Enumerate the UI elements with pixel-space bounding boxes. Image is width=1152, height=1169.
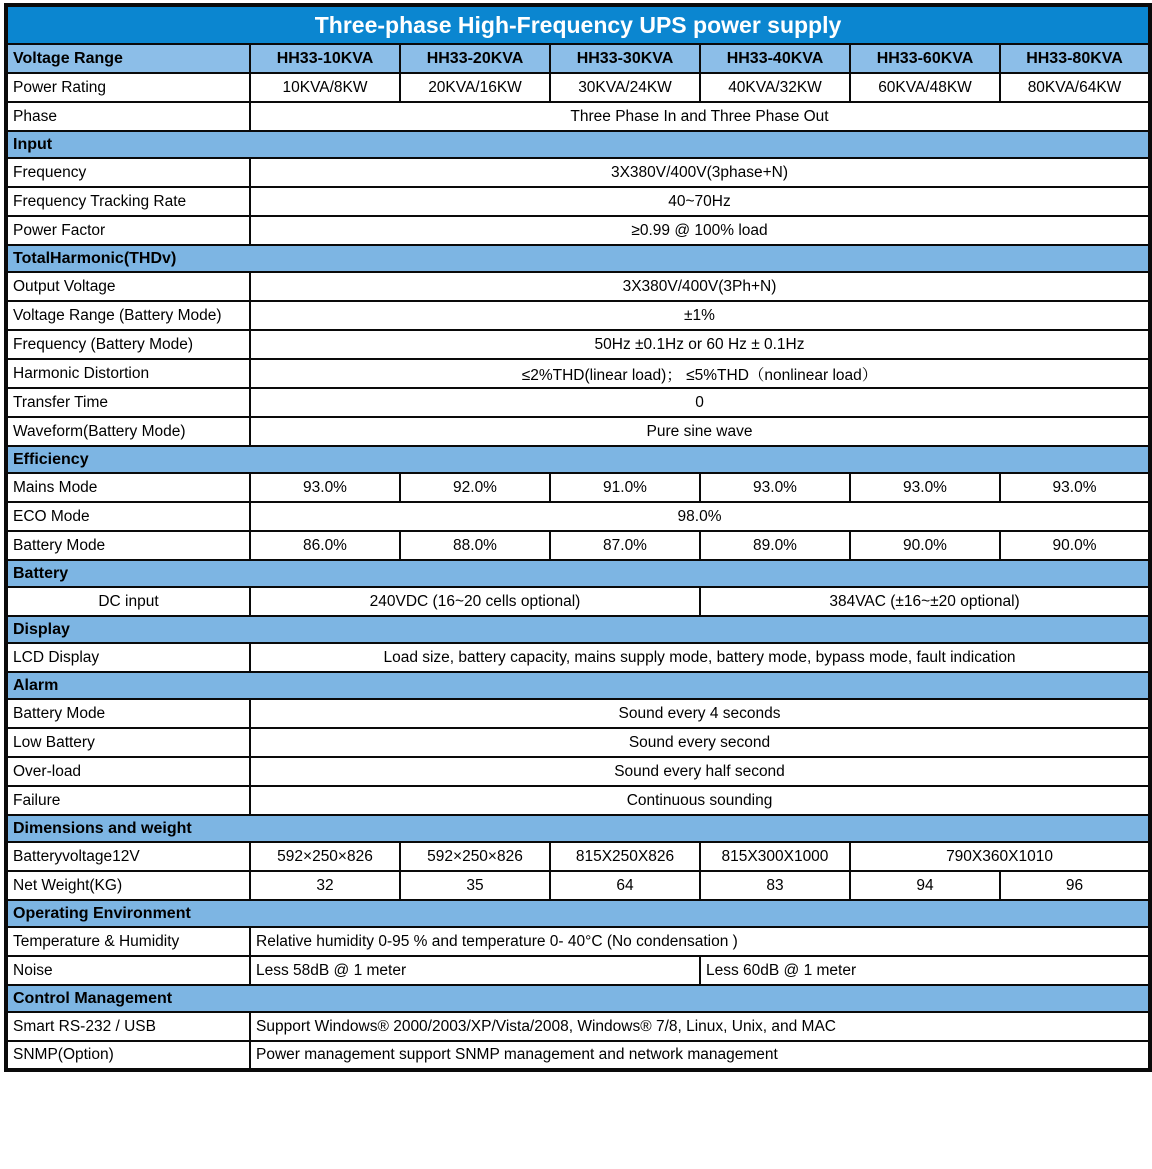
- section-header-row: [6, 672, 1150, 699]
- row-label: Smart RS-232 / USB: [6, 1012, 250, 1041]
- table-row: [6, 927, 1150, 956]
- table-row: [6, 956, 1150, 985]
- row-value: 98.0%: [250, 502, 1150, 531]
- table-row: [6, 757, 1150, 786]
- row-value: 90.0%: [1000, 531, 1150, 560]
- table-row: [6, 728, 1150, 757]
- row-label: Temperature & Humidity: [6, 927, 250, 956]
- row-label: LCD Display: [6, 643, 250, 672]
- row-value: 592×250×826: [400, 842, 550, 871]
- row-value: Sound every half second: [250, 757, 1150, 786]
- section-header-row: [6, 900, 1150, 927]
- row-value: 86.0%: [250, 531, 400, 560]
- section-title: Control Management: [6, 985, 1150, 1012]
- row-value: 50Hz ±0.1Hz or 60 Hz ± 0.1Hz: [250, 330, 1150, 359]
- row-label: Output Voltage: [6, 272, 250, 301]
- row-value: 790X360X1010: [850, 842, 1150, 871]
- section-title: Input: [6, 131, 1150, 158]
- table-row: [6, 216, 1150, 245]
- table-row: [6, 1041, 1150, 1070]
- row-label: Over-load: [6, 757, 250, 786]
- row-value: 60KVA/48KW: [850, 73, 1000, 102]
- table-row: [6, 842, 1150, 871]
- section-header-row: [6, 560, 1150, 587]
- row-value: 93.0%: [1000, 473, 1150, 502]
- section-header-row: [6, 616, 1150, 643]
- row-value: 90.0%: [850, 531, 1000, 560]
- row-value: 32: [250, 871, 400, 900]
- row-value: 240VDC (16~20 cells optional): [250, 587, 700, 616]
- row-value: 3X380V/400V(3Ph+N): [250, 272, 1150, 301]
- row-value: 592×250×826: [250, 842, 400, 871]
- section-header-row: [6, 245, 1150, 272]
- row-label: Frequency (Battery Mode): [6, 330, 250, 359]
- row-value: Less 58dB @ 1 meter: [250, 956, 700, 985]
- column-header-label: Voltage Range: [6, 44, 250, 73]
- table-row: [6, 587, 1150, 616]
- table-row: [6, 871, 1150, 900]
- column-header: HH33-20KVA: [400, 44, 550, 73]
- row-value: 96: [1000, 871, 1150, 900]
- table-row: [6, 73, 1150, 102]
- row-value: Three Phase In and Three Phase Out: [250, 102, 1150, 131]
- column-header: HH33-60KVA: [850, 44, 1000, 73]
- row-label: Waveform(Battery Mode): [6, 417, 250, 446]
- spec-table: [4, 3, 1152, 1072]
- row-label: Failure: [6, 786, 250, 815]
- row-value: 384VAC (±16~±20 optional): [700, 587, 1150, 616]
- row-label: Noise: [6, 956, 250, 985]
- row-value: 40~70Hz: [250, 187, 1150, 216]
- table-row: [6, 272, 1150, 301]
- row-label: Batteryvoltage12V: [6, 842, 250, 871]
- column-header: HH33-30KVA: [550, 44, 700, 73]
- row-label: Phase: [6, 102, 250, 131]
- row-value: 40KVA/32KW: [700, 73, 850, 102]
- table-row: [6, 699, 1150, 728]
- row-value: 93.0%: [850, 473, 1000, 502]
- row-value: 93.0%: [250, 473, 400, 502]
- spec-table-body: [6, 73, 1150, 1070]
- row-value: 87.0%: [550, 531, 700, 560]
- row-label: Battery Mode: [6, 699, 250, 728]
- row-value: Sound every 4 seconds: [250, 699, 1150, 728]
- table-row: [6, 1012, 1150, 1041]
- row-label: Voltage Range (Battery Mode): [6, 301, 250, 330]
- row-value: 35: [400, 871, 550, 900]
- row-value: 92.0%: [400, 473, 550, 502]
- row-label: SNMP(Option): [6, 1041, 250, 1070]
- row-label: Power Factor: [6, 216, 250, 245]
- section-title: Display: [6, 616, 1150, 643]
- section-header-row: [6, 446, 1150, 473]
- table-row: [6, 187, 1150, 216]
- row-label: Harmonic Distortion: [6, 359, 250, 388]
- section-title: Operating Environment: [6, 900, 1150, 927]
- section-title: Efficiency: [6, 446, 1150, 473]
- row-label: Mains Mode: [6, 473, 250, 502]
- section-title: TotalHarmonic(THDv): [6, 245, 1150, 272]
- section-header-row: [6, 815, 1150, 842]
- section-title: Dimensions and weight: [6, 815, 1150, 842]
- row-value: 815X250X826: [550, 842, 700, 871]
- title-row: [6, 5, 1150, 44]
- row-value: Less 60dB @ 1 meter: [700, 956, 1150, 985]
- section-header-row: [6, 985, 1150, 1012]
- column-header: HH33-40KVA: [700, 44, 850, 73]
- column-header: HH33-10KVA: [250, 44, 400, 73]
- row-value: 10KVA/8KW: [250, 73, 400, 102]
- table-row: [6, 473, 1150, 502]
- row-label: Net Weight(KG): [6, 871, 250, 900]
- table-row: [6, 102, 1150, 131]
- row-value: 20KVA/16KW: [400, 73, 550, 102]
- row-value: 3X380V/400V(3phase+N): [250, 158, 1150, 187]
- section-title: Alarm: [6, 672, 1150, 699]
- row-label: Transfer Time: [6, 388, 250, 417]
- column-header: HH33-80KVA: [1000, 44, 1150, 73]
- table-row: [6, 301, 1150, 330]
- row-value: 93.0%: [700, 473, 850, 502]
- row-value: 80KVA/64KW: [1000, 73, 1150, 102]
- table-row: [6, 388, 1150, 417]
- page-title: Three-phase High-Frequency UPS power supply: [6, 5, 1150, 44]
- row-value: ±1%: [250, 301, 1150, 330]
- row-value: 30KVA/24KW: [550, 73, 700, 102]
- table-row: [6, 502, 1150, 531]
- section-title: Battery: [6, 560, 1150, 587]
- row-label: Battery Mode: [6, 531, 250, 560]
- row-value: 94: [850, 871, 1000, 900]
- row-label: Low Battery: [6, 728, 250, 757]
- row-value: 89.0%: [700, 531, 850, 560]
- row-value: Load size, battery capacity, mains supply mode, battery mode, bypass mode, fault indication: [250, 643, 1150, 672]
- row-value: 64: [550, 871, 700, 900]
- row-value: Continuous sounding: [250, 786, 1150, 815]
- table-row: [6, 330, 1150, 359]
- row-value: Relative humidity 0-95 % and temperature 0- 40°C (No condensation ): [250, 927, 1150, 956]
- row-value: 815X300X1000: [700, 842, 850, 871]
- row-value: 0: [250, 388, 1150, 417]
- column-header-row: [6, 44, 1150, 73]
- row-value: 83: [700, 871, 850, 900]
- row-label: DC input: [6, 587, 250, 616]
- row-value: ≥0.99 @ 100% load: [250, 216, 1150, 245]
- table-row: [6, 158, 1150, 187]
- row-value: Sound every second: [250, 728, 1150, 757]
- row-value: 91.0%: [550, 473, 700, 502]
- row-value: ≤2%THD(linear load)； ≤5%THD（nonlinear load）: [250, 359, 1150, 388]
- row-label: Frequency Tracking Rate: [6, 187, 250, 216]
- row-label: Frequency: [6, 158, 250, 187]
- row-value: 88.0%: [400, 531, 550, 560]
- table-row: [6, 359, 1150, 388]
- row-label: ECO Mode: [6, 502, 250, 531]
- row-value: Power management support SNMP management and network management: [250, 1041, 1150, 1070]
- row-label: Power Rating: [6, 73, 250, 102]
- section-header-row: [6, 131, 1150, 158]
- table-row: [6, 417, 1150, 446]
- table-row: [6, 643, 1150, 672]
- row-value: Support Windows® 2000/2003/XP/Vista/2008, Windows® 7/8, Linux, Unix, and MAC: [250, 1012, 1150, 1041]
- row-value: Pure sine wave: [250, 417, 1150, 446]
- table-row: [6, 531, 1150, 560]
- table-row: [6, 786, 1150, 815]
